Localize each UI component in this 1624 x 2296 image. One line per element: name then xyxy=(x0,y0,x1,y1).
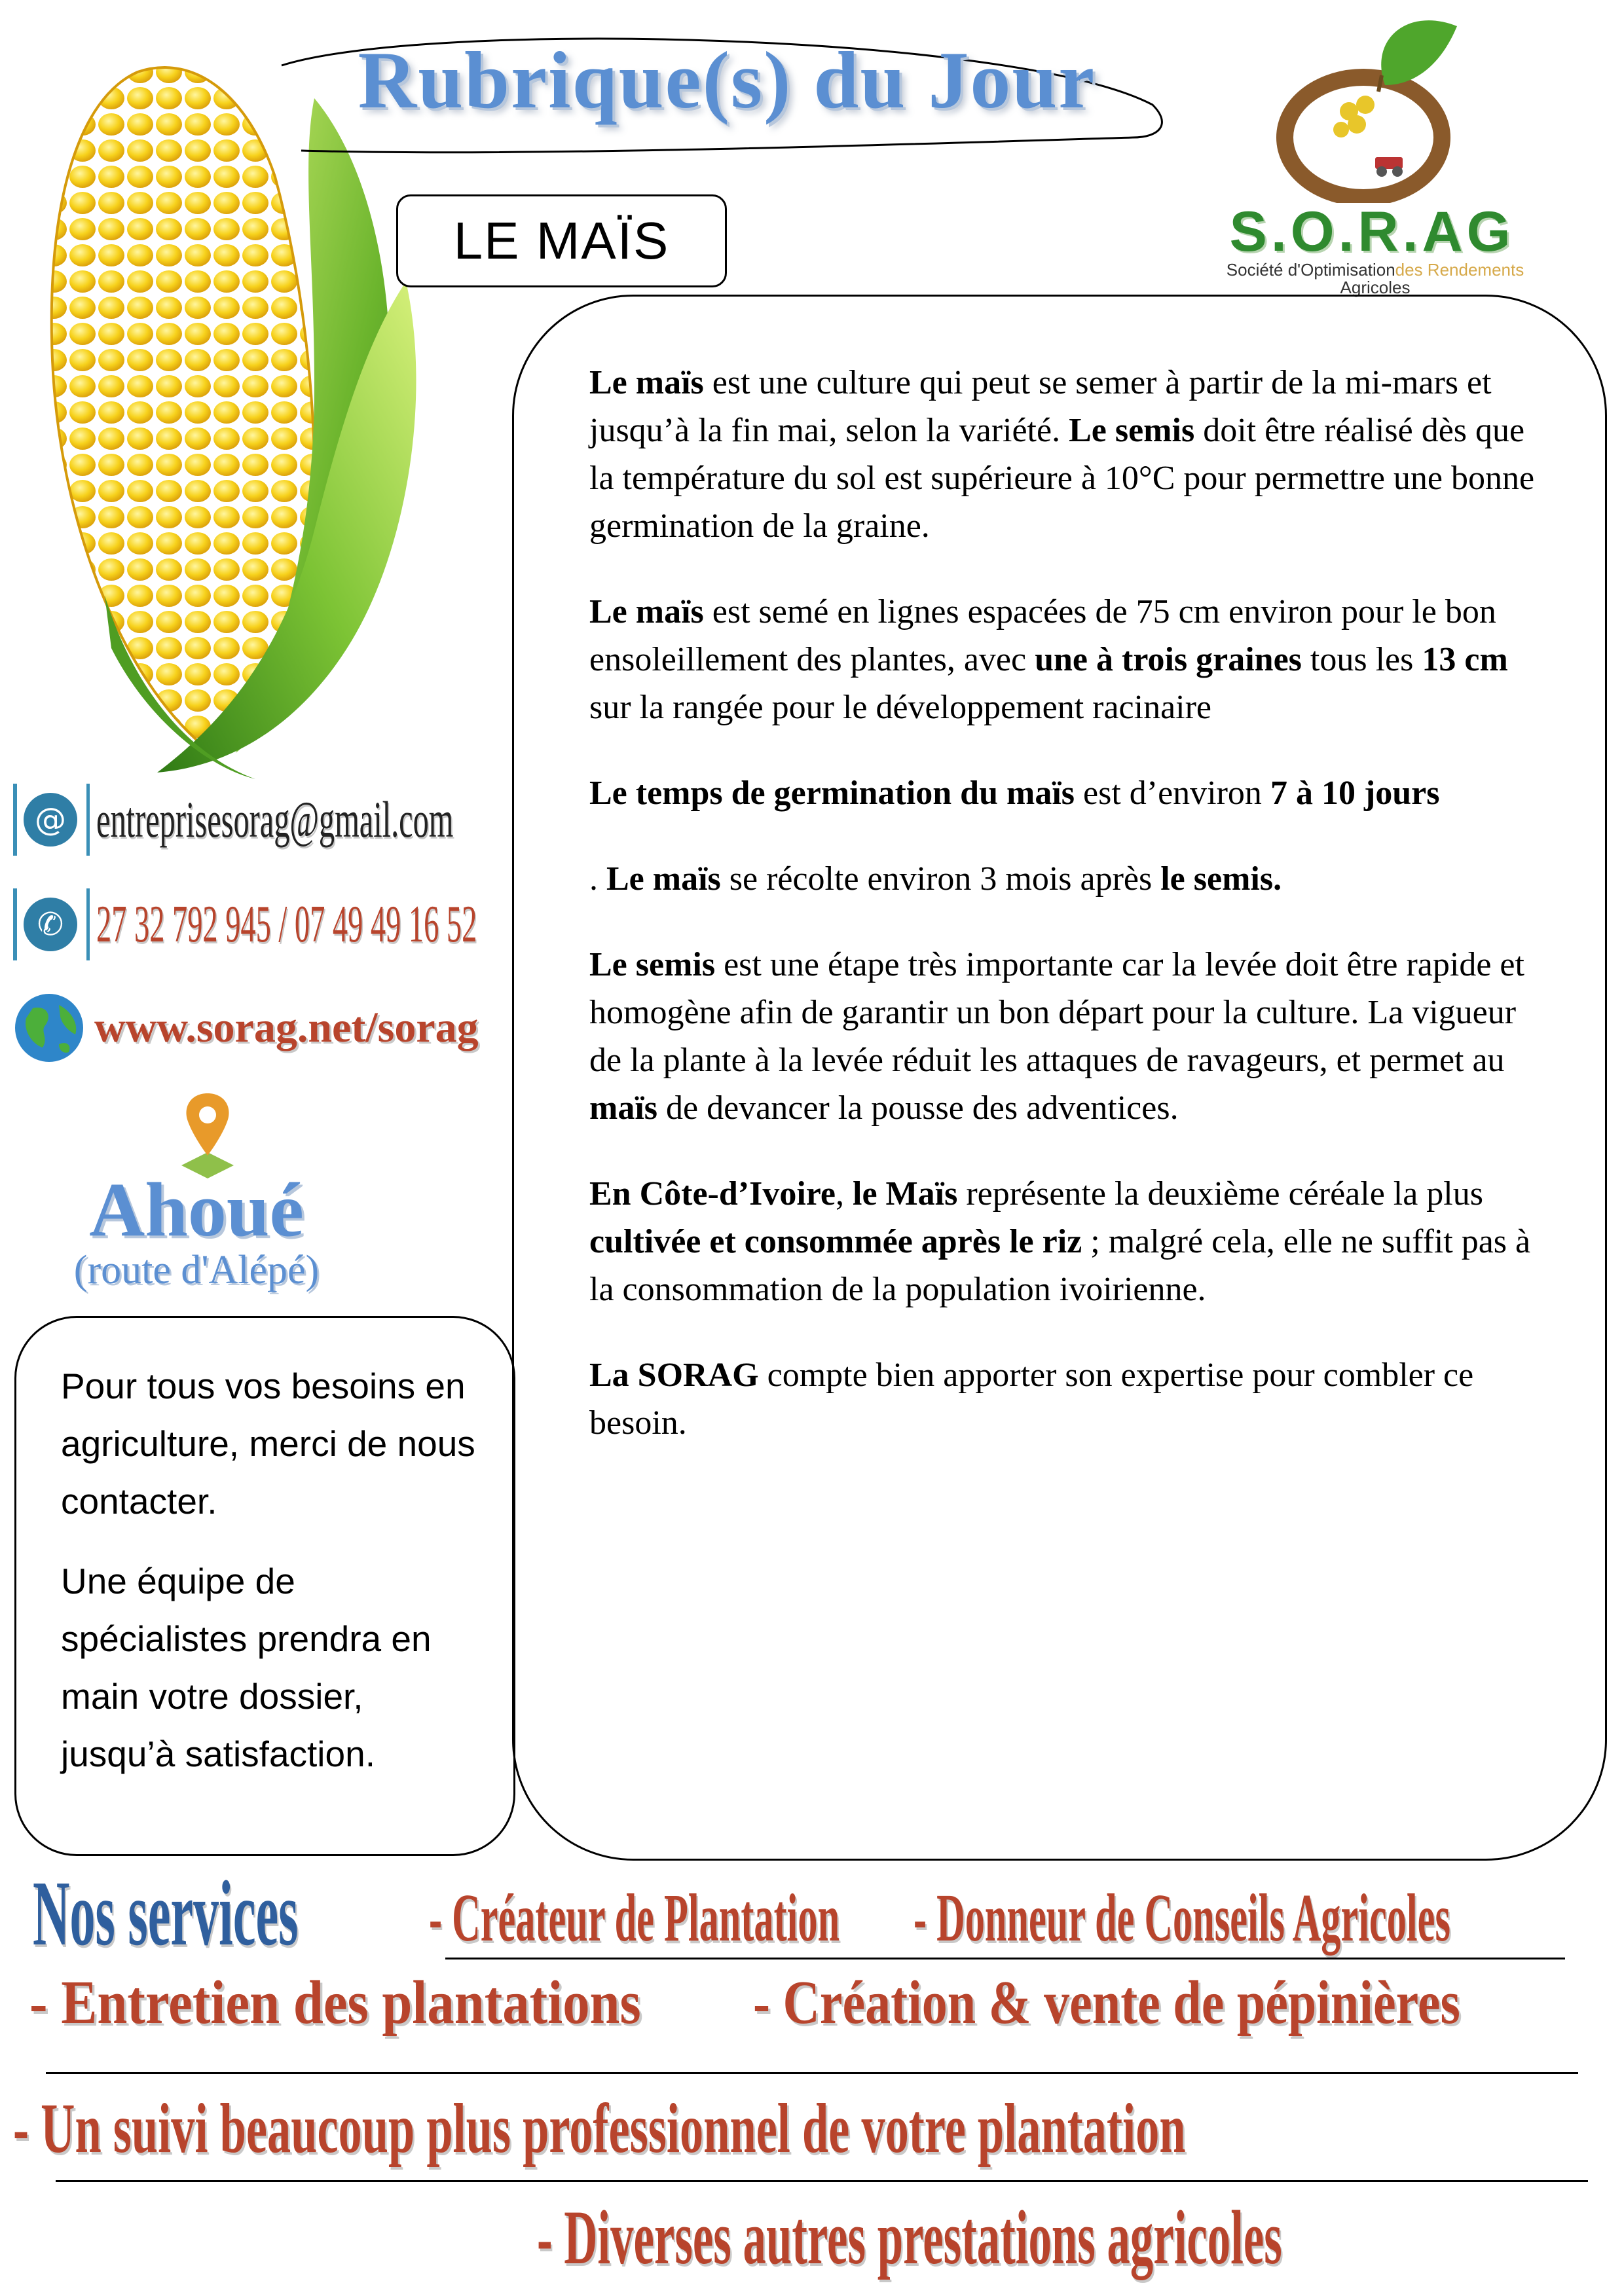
location-detail: (route d'Alépé) xyxy=(73,1248,320,1292)
email-icon: @ xyxy=(24,793,77,847)
phone-number[interactable]: 27 32 792 945 / 07 49 49 16 52 xyxy=(96,895,477,953)
header-banner xyxy=(262,26,1172,164)
note-paragraph: Pour tous vos besoins en agriculture, merci de nous contacter. xyxy=(61,1366,475,1522)
corn-illustration xyxy=(39,59,445,786)
article-box xyxy=(512,295,1607,1861)
divider xyxy=(13,784,17,856)
subject-title: LE MAÏS xyxy=(453,211,670,270)
article-paragraph: . Le maïs se récolte environ 3 mois après le semis. xyxy=(589,860,1282,898)
article-paragraph: Le temps de germination du maïs est d’environ 7 à 10 jours xyxy=(589,774,1440,812)
subject-box xyxy=(396,194,727,287)
divider xyxy=(86,888,90,960)
sorag-logo xyxy=(1153,13,1585,295)
divider xyxy=(13,888,17,960)
article-paragraph: En Côte-d’Ivoire, le Maïs représente la deuxième céréale la plus cultivée et consommée après le riz ; malgré cela, elle ne suffit pas à la consommation de la population ivoirienne. xyxy=(589,1175,1531,1308)
website-link[interactable]: www.sorag.net/sorag xyxy=(94,1004,479,1051)
service-item: - Diverses autres prestations agricoles xyxy=(537,2195,1282,2280)
note-paragraph: Une équipe de spécialistes prendra en main votre dossier, jusqu’à satisfaction. xyxy=(61,1561,432,1774)
article-paragraph: Le maïs est une culture qui peut se semer à partir de la mi-mars et jusqu’à la fin mai, selon la variété. Le semis doit être réalisé dès que la température du sol est supérieure à 10°C pour permettre une bonne germination de la graine. xyxy=(589,364,1535,545)
article-paragraph: Le maïs est semé en lignes espacées de 75 cm environ pour le bon ensoleillement des plantes, avec une à trois graines tous les 13 cm sur la rangée pour le développement racinaire xyxy=(589,593,1508,726)
phone-icon: ✆ xyxy=(24,898,77,951)
service-item: - Entretien des plantations xyxy=(29,1969,641,2037)
divider xyxy=(445,1958,1565,1959)
contact-website xyxy=(13,989,479,1067)
email-link[interactable]: entreprisesorag@gmail.com xyxy=(96,791,454,848)
contact-note-box xyxy=(14,1316,515,1856)
divider xyxy=(56,2180,1588,2182)
service-item: - Un suivi beaucoup plus professionnel de votre plantation xyxy=(13,2090,1186,2168)
article-paragraph: La SORAG compte bien apporter son expertise pour combler ce besoin. xyxy=(589,1357,1474,1442)
services-title: Nos services xyxy=(33,1861,299,1965)
divider xyxy=(86,784,90,856)
service-item: - Création & vente de pépinières xyxy=(753,1969,1460,2037)
article-paragraph: Le semis est une étape très importante car la levée doit être rapide et homogène afin de garantir un bon départ pour la culture. La vigueur de la plante à la levée réduit les attaques de ravageurs, et permet au maïs de devancer la pousse des adventices. xyxy=(589,946,1524,1127)
service-item: - Créateur de Plantation xyxy=(429,1880,840,1956)
logo-tagline-line2: Agricoles xyxy=(1340,278,1411,297)
service-item: - Donneur de Conseils Agricoles xyxy=(913,1880,1450,1956)
location-name: Ahoué xyxy=(89,1167,304,1252)
logo-tagline: Société d'Optimisationdes Rendements xyxy=(1226,260,1524,280)
logo-name: S.O.R.AG xyxy=(1229,200,1515,263)
banner-title: Rubrique(s) du Jour xyxy=(358,35,1096,125)
divider xyxy=(46,2072,1578,2074)
globe-icon xyxy=(13,992,85,1064)
